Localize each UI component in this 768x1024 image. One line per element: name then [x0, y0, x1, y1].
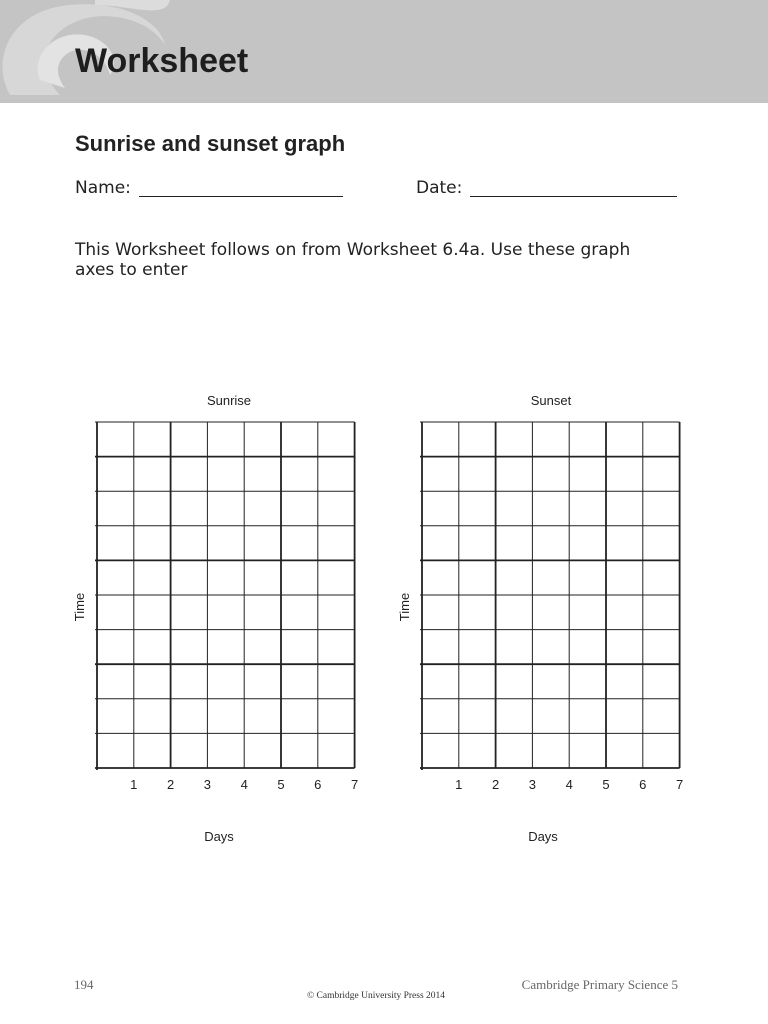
page-number: 194 — [74, 977, 94, 992]
sunset-x-axis-label: Days — [528, 829, 558, 844]
sunset-x-tick-label: 2 — [491, 777, 500, 792]
sunset-x-tick-label: 4 — [565, 777, 573, 792]
copyright-notice: © Cambridge University Press 2014 — [306, 991, 446, 1001]
sunrise-graph-title: Sunrise — [206, 393, 252, 408]
sunrise-x-tick-label: 7 — [350, 777, 359, 792]
sunset-x-tick-label: 1 — [455, 777, 463, 792]
sunrise-x-tick-label: 4 — [240, 777, 248, 792]
sunset-x-tick-label: 7 — [675, 777, 684, 792]
header-band — [0, 0, 768, 103]
sunrise-x-tick-label: 1 — [130, 777, 138, 792]
graphs-area — [0, 380, 768, 860]
sunrise-x-tick-label: 5 — [277, 777, 285, 792]
intro-text: This Worksheet follows on from Worksheet 6.4a. Use these graph axes to enter — [75, 240, 631, 280]
name-label: Name: — [75, 178, 131, 198]
sunset-x-tick-label: 6 — [639, 777, 647, 792]
sunset-x-tick-label: 3 — [528, 777, 537, 792]
sunset-graph — [397, 393, 683, 844]
sunrise-graph — [72, 393, 358, 844]
date-label: Date: — [416, 178, 463, 198]
sunrise-x-tick-label: 2 — [166, 777, 175, 792]
sunrise-x-tick-label: 6 — [314, 777, 322, 792]
section-title: Sunrise and sunset graph — [75, 131, 346, 156]
name-field[interactable] — [139, 196, 343, 197]
date-field[interactable] — [470, 196, 677, 197]
sunset-x-tick-label: 5 — [602, 777, 610, 792]
book-title: Cambridge Primary Science 5 — [521, 977, 678, 992]
sunset-y-axis-label: Time — [397, 592, 412, 622]
sunrise-x-axis-label: Days — [204, 829, 234, 844]
sunset-graph-title: Sunset — [530, 393, 572, 408]
sunrise-y-axis-label: Time — [72, 592, 87, 622]
sunrise-x-tick-label: 3 — [203, 777, 212, 792]
page-header-title: Worksheet — [75, 42, 249, 80]
